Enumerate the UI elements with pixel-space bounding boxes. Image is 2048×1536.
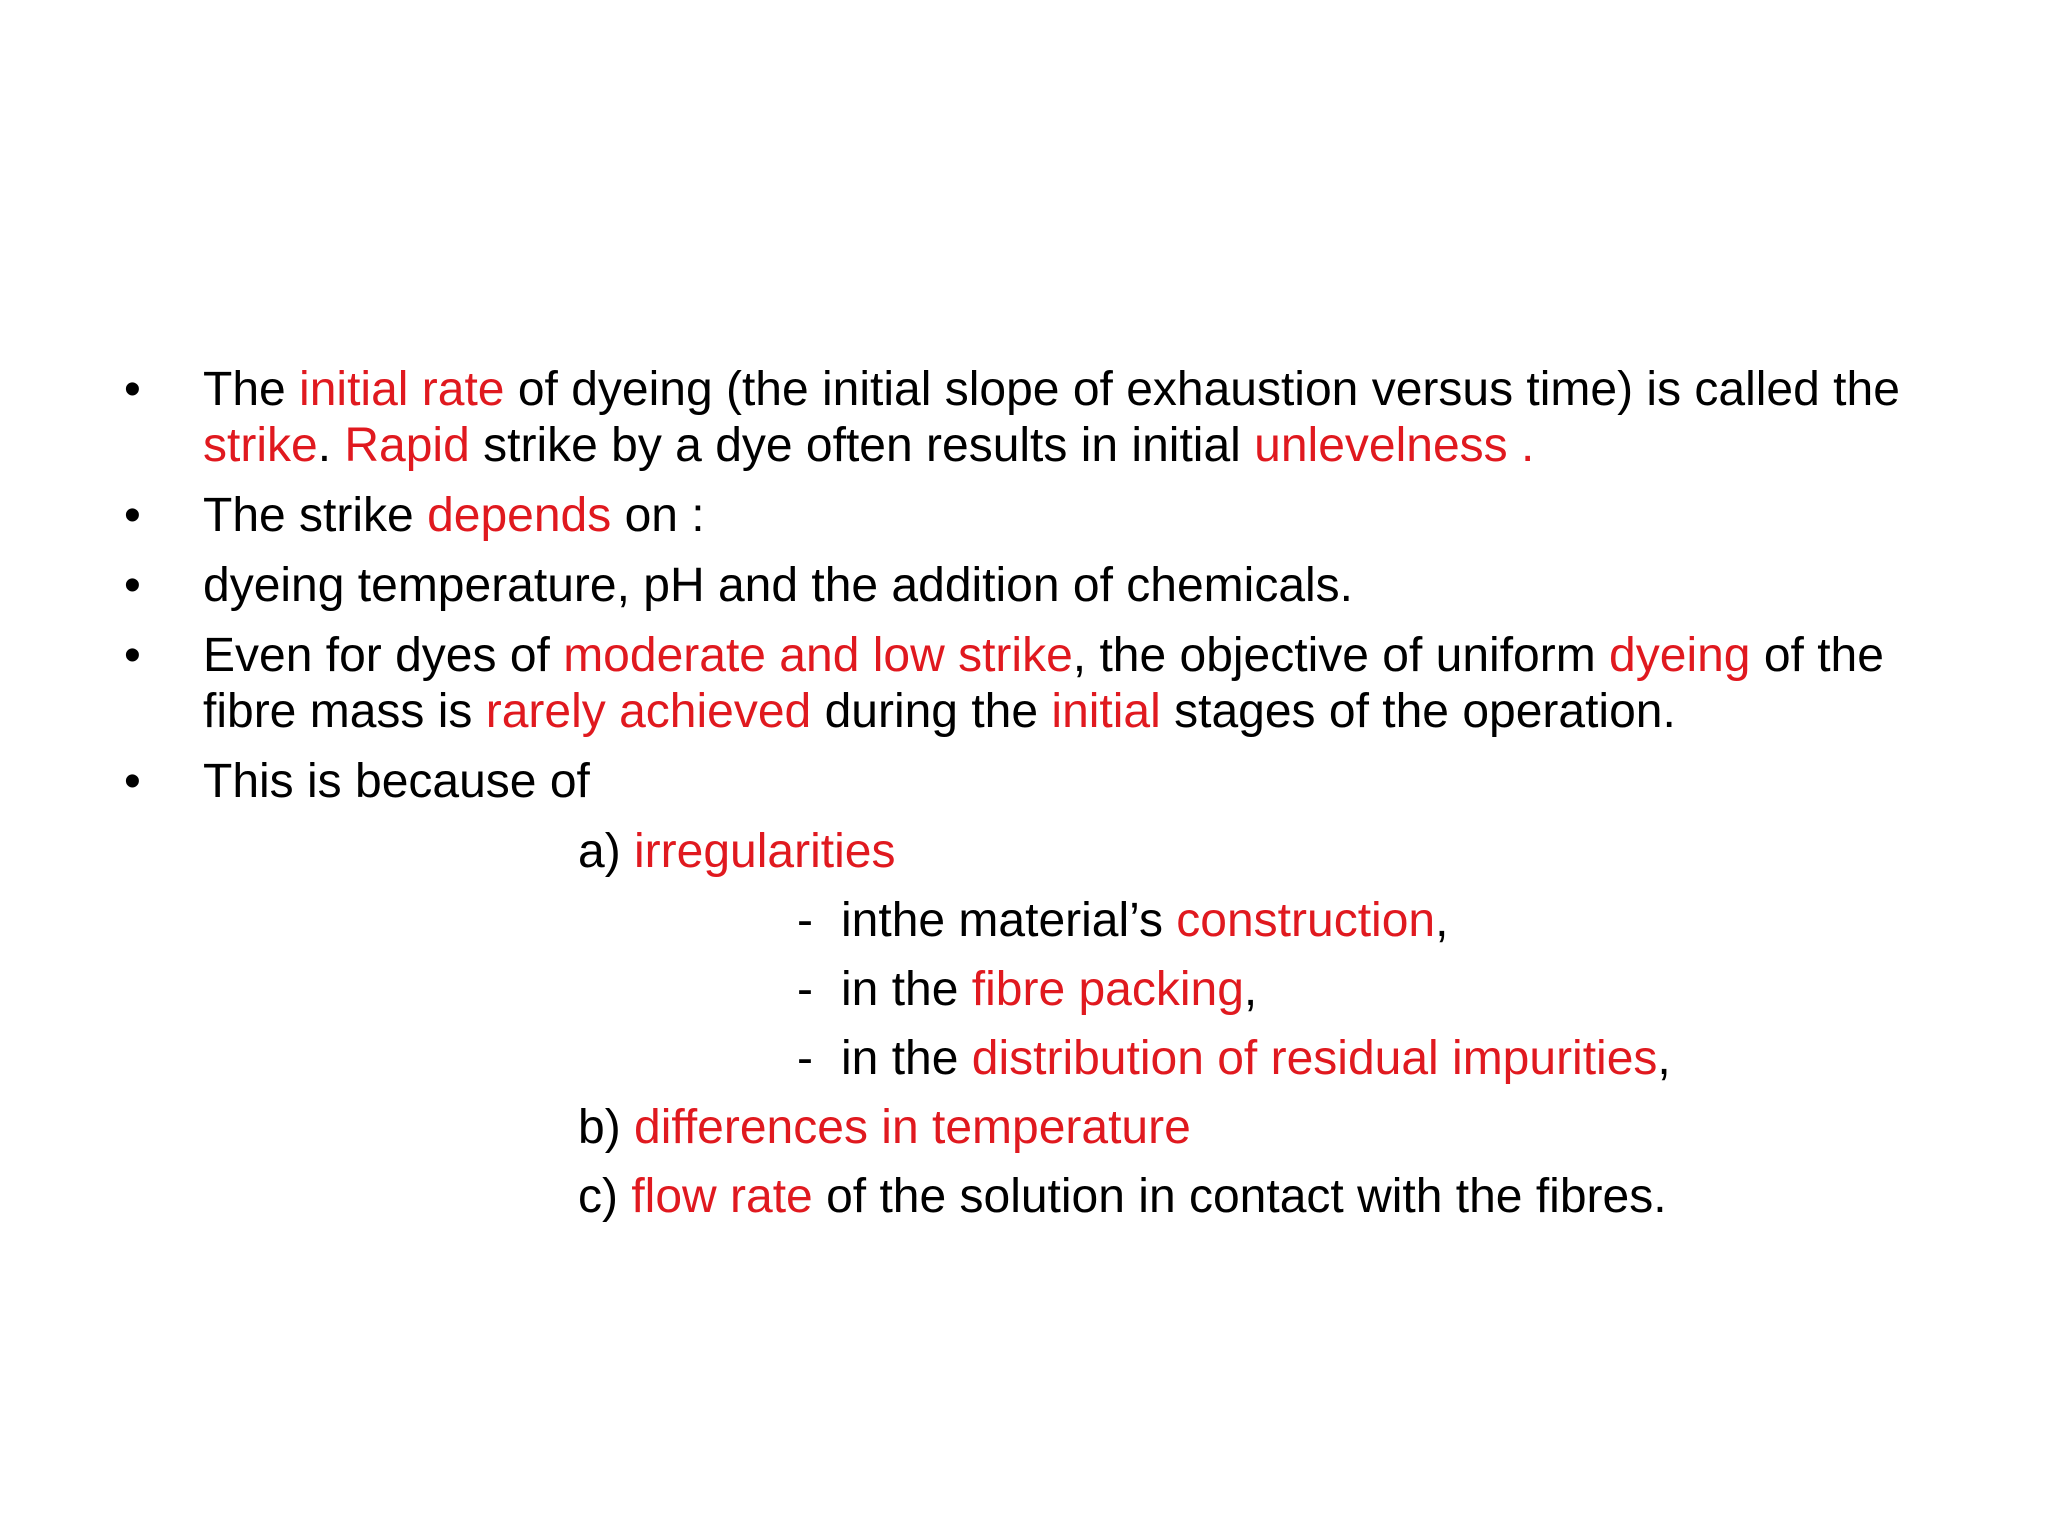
bullet-dot-icon: • bbox=[124, 363, 141, 416]
body-text: b) bbox=[578, 1101, 635, 1154]
dash-marker: - bbox=[797, 894, 813, 947]
highlighted-text: dyeing bbox=[1609, 629, 1751, 682]
body-text: in the bbox=[841, 963, 972, 1016]
bullet-text bbox=[203, 363, 1900, 472]
body-text: , bbox=[1243, 963, 1258, 1016]
highlighted-text: differences in temperature bbox=[634, 1101, 1191, 1154]
body-text: strike by a dye often results in initial bbox=[469, 419, 1255, 472]
dash-sub-item bbox=[110, 893, 1950, 949]
body-text: The bbox=[203, 363, 300, 416]
bullet-dot-icon: • bbox=[124, 559, 141, 612]
bullet-item bbox=[110, 754, 1950, 810]
body-text: . bbox=[317, 419, 345, 472]
body-text: inthe material’s bbox=[841, 894, 1177, 947]
body-text: This is because of bbox=[203, 755, 590, 808]
highlighted-text: initial rate bbox=[299, 363, 505, 416]
body-text: a) bbox=[578, 825, 635, 878]
bullet-dot-icon: • bbox=[124, 629, 141, 682]
highlighted-text: Rapid bbox=[344, 419, 470, 472]
highlighted-text: moderate and low strike bbox=[563, 629, 1073, 682]
body-text: of the fibre mass is bbox=[203, 629, 1884, 738]
highlighted-text: distribution of residual impurities bbox=[971, 1032, 1658, 1085]
body-text: , the objective of uniform bbox=[1072, 629, 1610, 682]
body-text: The strike bbox=[203, 489, 428, 542]
highlighted-text: flow rate bbox=[631, 1170, 813, 1223]
body-text: during the bbox=[811, 685, 1052, 738]
sub-item-list bbox=[110, 824, 1950, 1225]
dash-marker: - bbox=[797, 1032, 813, 1085]
body-text: of dyeing (the initial slope of exhaustion versus time) is called the bbox=[504, 363, 1900, 416]
body-text: , bbox=[1657, 1032, 1671, 1085]
highlighted-text: irregularities bbox=[634, 825, 896, 878]
dash-sub-item bbox=[110, 962, 1950, 1018]
highlighted-text: rarely achieved bbox=[485, 685, 812, 738]
lettered-sub-item bbox=[110, 1100, 1950, 1156]
lettered-sub-item bbox=[110, 1169, 1950, 1225]
bullet-dot-icon: • bbox=[124, 755, 141, 808]
highlighted-text: fibre packing bbox=[971, 963, 1244, 1016]
bullet-text bbox=[203, 629, 1884, 738]
slide-body bbox=[110, 362, 1950, 1238]
body-text: dyeing temperature, pH and the addition of chemicals. bbox=[203, 559, 1354, 612]
bullet-dot-icon: • bbox=[124, 489, 141, 542]
body-text: c) bbox=[578, 1170, 632, 1223]
highlighted-text: initial bbox=[1051, 685, 1161, 738]
bullet-item bbox=[110, 628, 1950, 740]
bullet-item bbox=[110, 362, 1950, 474]
dash-sub-item bbox=[110, 1031, 1950, 1087]
bullet-item bbox=[110, 558, 1950, 614]
body-text: in the bbox=[841, 1032, 972, 1085]
dash-marker: - bbox=[797, 963, 813, 1016]
body-text: on : bbox=[611, 489, 705, 542]
bullet-item bbox=[110, 488, 1950, 544]
highlighted-text: unlevelness . bbox=[1254, 419, 1535, 472]
bullet-list bbox=[110, 362, 1950, 810]
bullet-text bbox=[203, 559, 1353, 612]
highlighted-text: depends bbox=[427, 489, 612, 542]
body-text: of the solution in contact with the fibres. bbox=[812, 1170, 1667, 1223]
lettered-sub-item bbox=[110, 824, 1950, 880]
body-text: Even for dyes of bbox=[203, 629, 564, 682]
body-text: , bbox=[1435, 894, 1449, 947]
highlighted-text: strike bbox=[203, 419, 318, 472]
bullet-text bbox=[203, 489, 705, 542]
bullet-text bbox=[203, 755, 590, 808]
body-text: stages of the operation. bbox=[1160, 685, 1676, 738]
highlighted-text: construction bbox=[1176, 894, 1436, 947]
